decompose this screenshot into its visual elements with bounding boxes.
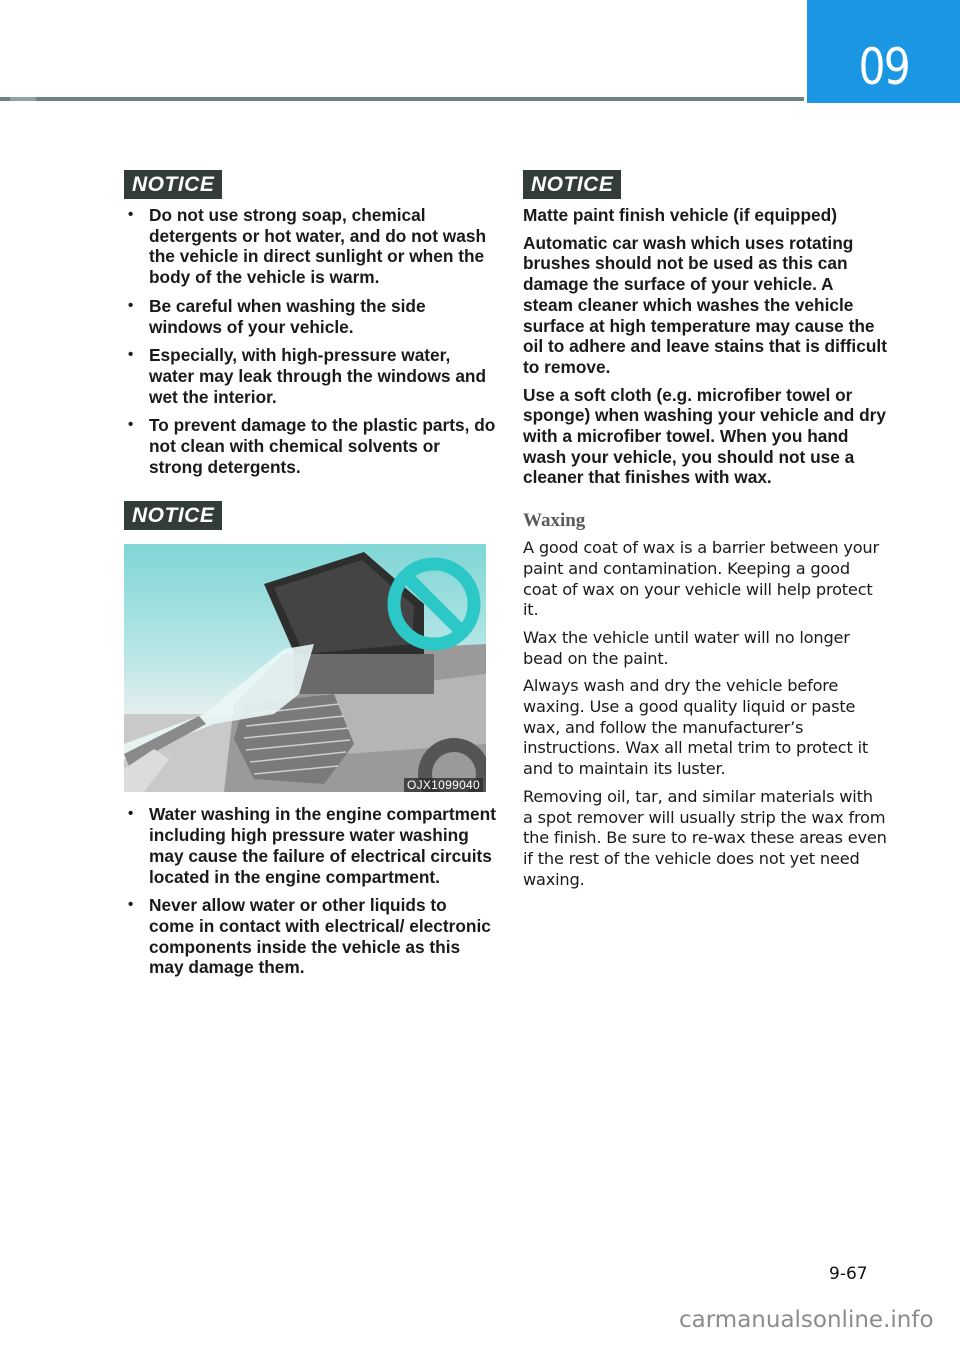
- bullet-item: • Especially, with high-pressure water, water may leak through the windows and wet the interior.: [124, 345, 496, 407]
- notice-subtitle: Matte paint finish vehicle (if equipped): [523, 205, 837, 225]
- bullet-item: • Do not use strong soap, chemical detergents or hot water, and do not wash the vehicle in direct sunlight or when the body of the vehicle is warm.: [124, 205, 496, 288]
- page-number: 9-67: [829, 1264, 868, 1284]
- bullet-item: • To prevent damage to the plastic parts, do not clean with chemical solvents or strong detergents.: [124, 415, 496, 477]
- right-column: [523, 170, 887, 897]
- bullet-item: • Never allow water or other liquids to come in contact with electrical/ electronic components inside the vehicle as this may damage them.: [124, 895, 496, 978]
- left-column: [124, 170, 496, 986]
- body-paragraph: Always wash and dry the vehicle before waxing. Use a good quality liquid or paste wax, and follow the manufacturer’s instructions. Wax all metal trim to protect it and to maintain its luster.: [523, 676, 869, 779]
- notice-matte-paint: [523, 170, 887, 488]
- engine-wash-image: [124, 544, 486, 792]
- body-paragraph: A good coat of wax is a barrier between your paint and contamination. Keeping a good coat of wax on your vehicle will help protect it.: [523, 538, 879, 620]
- notice-engine-bullets: [124, 804, 496, 978]
- notice-paragraph: Use a soft cloth (e.g. microfiber towel or sponge) when washing your vehicle and dry with a microfiber towel. When you hand wash your vehicle, you should not use a cleaner that finishes with wax.: [523, 384, 886, 488]
- notice-engine-compartment: [124, 501, 496, 978]
- notice-washing-bullets: [124, 205, 496, 477]
- watermark-link[interactable]: carmanualsonline.info: [679, 1307, 934, 1333]
- section-title: Waxing: [523, 510, 586, 532]
- header-rule-accent: [10, 97, 36, 101]
- notice-label: NOTICE: [124, 501, 222, 530]
- notice-washing: [124, 170, 496, 477]
- bullet-item: • Water washing in the engine compartment including high pressure water washing may cause the failure of electrical circuits located in the engine compartment.: [124, 804, 496, 887]
- body-paragraph: Wax the vehicle until water will no longer bead on the paint.: [523, 627, 850, 668]
- bullet-item: • Be careful when washing the side windows of your vehicle.: [124, 296, 496, 337]
- figure-code: OJX1099040: [404, 778, 483, 792]
- engine-wash-illustration: [124, 544, 486, 792]
- body-paragraph: Removing oil, tar, and similar materials with a spot remover will usually strip the wax from the finish. Be sure to re-wax these areas even if the rest of the vehicle does not yet need waxing.: [523, 786, 887, 889]
- waxing-section: [523, 510, 887, 890]
- chapter-tab: [807, 0, 960, 103]
- notice-label: NOTICE: [523, 170, 621, 199]
- notice-paragraph: Automatic car wash which uses rotating brushes should not be used as this can damage the surface of your vehicle. A steam cleaner which washes the vehicle surface at high temperature may cause the oil to adhere and leave stains that is difficult to remove.: [523, 232, 887, 377]
- chapter-number: 09: [858, 37, 909, 96]
- notice-label: NOTICE: [124, 170, 222, 199]
- header-rule: [0, 97, 804, 101]
